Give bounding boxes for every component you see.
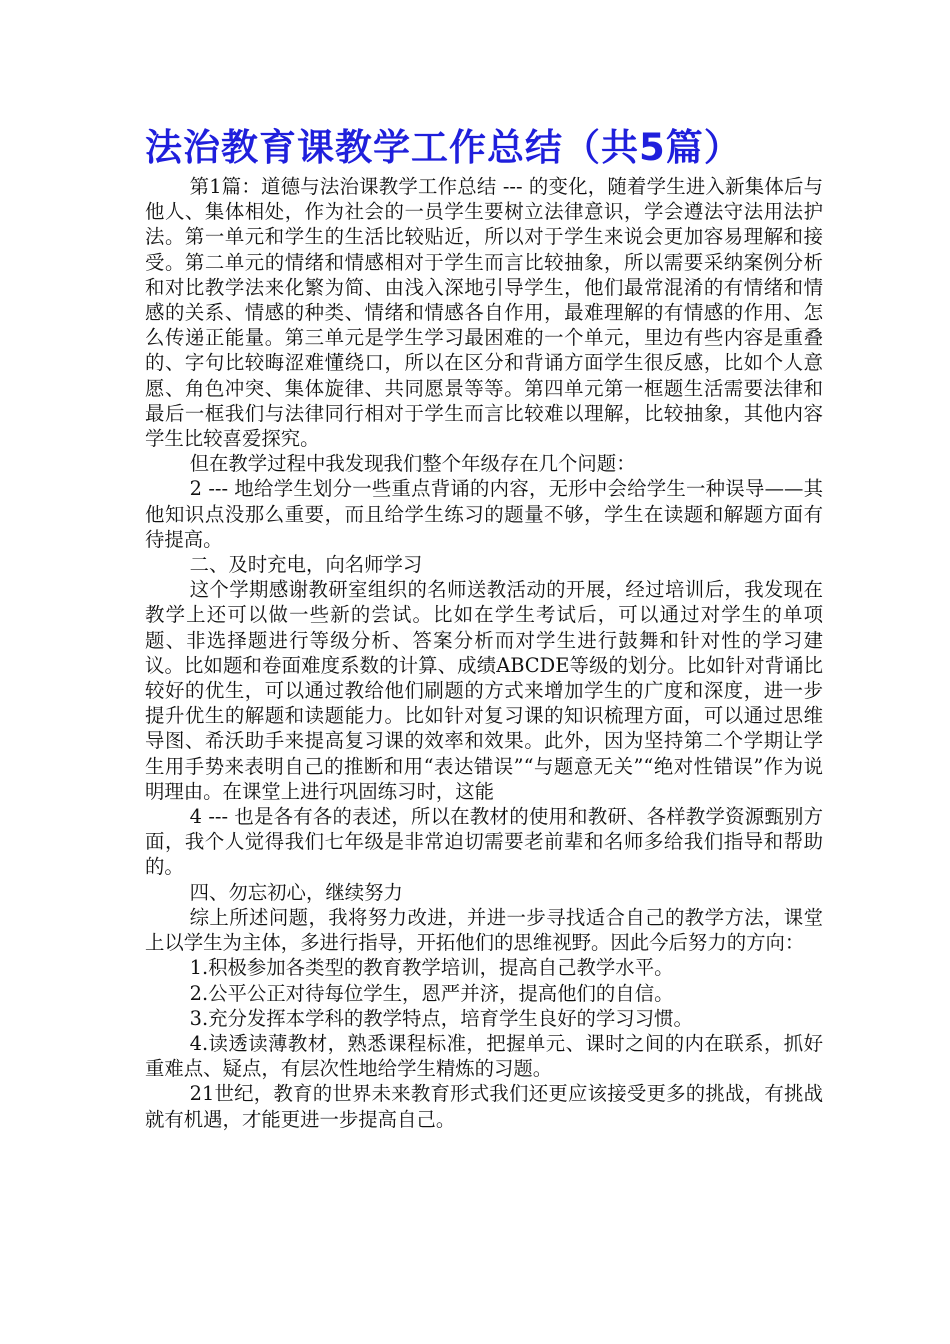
section-heading-2: 二、及时充电，向名师学习 — [189, 553, 423, 577]
paragraph-problems-lead: 但在教学过程中我发现我们整个年级存在几个问题： — [189, 452, 636, 476]
paragraph-training: 这个学期感谢教研室组织的名师送教活动的开展，经过培训后，我发现在教学上还可以做一些新的尝试。比如在学生考试后，可以通过对学生的单项题、非选择题进行等级分析、答案分析而对学生进行鼓舞和针对性的学习建议。比如题和卷面难度系数的计算、成绩ABCDE等级的划分。比如针对背诵比较好的优生，可以通过教给他们刷题的方式来增加学生的广度和深度，进一步提升优生的解题和读题能力。比如针对复习课的知识梳理方面，可以通过思维导图、希沃助手来提高复习课的效率和效果。此外，因为坚持第二个学期让学生用手势来表明自己的推断和用“表达错误”“与题意无关”“绝对性错误”作为说明理由。在课堂上进行巩固练习时，这能 — [145, 578, 823, 803]
list-item-3: 3.充分发挥本学科的教学特点，培育学生良好的学习习惯。 — [189, 1006, 693, 1030]
list-item-1: 1.积极参加各类型的教育教学培训，提高自己教学水平。 — [189, 956, 674, 980]
section-heading-4: 四、勿忘初心，继续努力 — [189, 880, 403, 904]
list-item-2: 2.公平公正对待每位学生，恩严并济，提高他们的自信。 — [189, 981, 674, 1005]
paragraph-problem-4: 4 --- 也是各有各的表述，所以在教材的使用和教研、各样教学资源甄别方面，我个人觉得我们七年级是非常迫切需要老前辈和名师多给我们指导和帮助的。 — [145, 805, 823, 879]
list-item-4: 4.读透读薄教材，熟悉课程标准，把握单元、课时之间的内在联系，抓好重难点、疑点，有层次性地给学生精炼的习题。 — [145, 1031, 823, 1081]
document-title: 法治教育课教学工作总结（共5篇） — [145, 126, 742, 169]
paragraph-summary: 综上所述问题，我将努力改进，并进一步寻找适合自己的教学方法，课堂上以学生为主体，多进行指导，开拓他们的思维视野。因此今后努力的方向： — [145, 905, 823, 955]
paragraph-closing: 21世纪，教育的世界未来教育形式我们还更应该接受更多的挑战，有挑战就有机遇，才能更进一步提高自己。 — [145, 1082, 823, 1131]
document-body — [145, 174, 823, 1132]
paragraph-problem-2: 2 --- 地给学生划分一些重点背诵的内容，无形中会给学生一种误导——其他知识点没那么重要，而且给学生练习的题量不够，学生在读题和解题方面有待提高。 — [145, 477, 823, 551]
paragraph-intro: 第1篇：道德与法治课教学工作总结 --- 的变化，随着学生进入新集体后与他人、集体相处，作为社会的一员学生要树立法律意识，学会遵法守法用法护法。第一单元和学生的生活比较贴近，所以对于学生来说会更加容易理解和接受。第二单元的情绪和情感相对于学生而言比较抽象，所以需要采纳案例分析和对比教学法来化繁为简、由浅入深地引导学生，他们最常混淆的有情绪和情感的关系、情感的种类、情绪和情感各自作用，最难理解的有情感的作用、怎么传递正能量。第三单元是学生学习最困难的一个单元，里边有些内容是重叠的、字句比较晦涩难懂绕口，所以在区分和背诵方面学生很反感，比如个人意愿、角色冲突、集体旋律、共同愿景等等。第四单元第一框题生活需要法律和最后一框我们与法律同行相对于学生而言比较难以理解，比较抽象，其他内容学生比较喜爱探究。 — [145, 175, 823, 451]
